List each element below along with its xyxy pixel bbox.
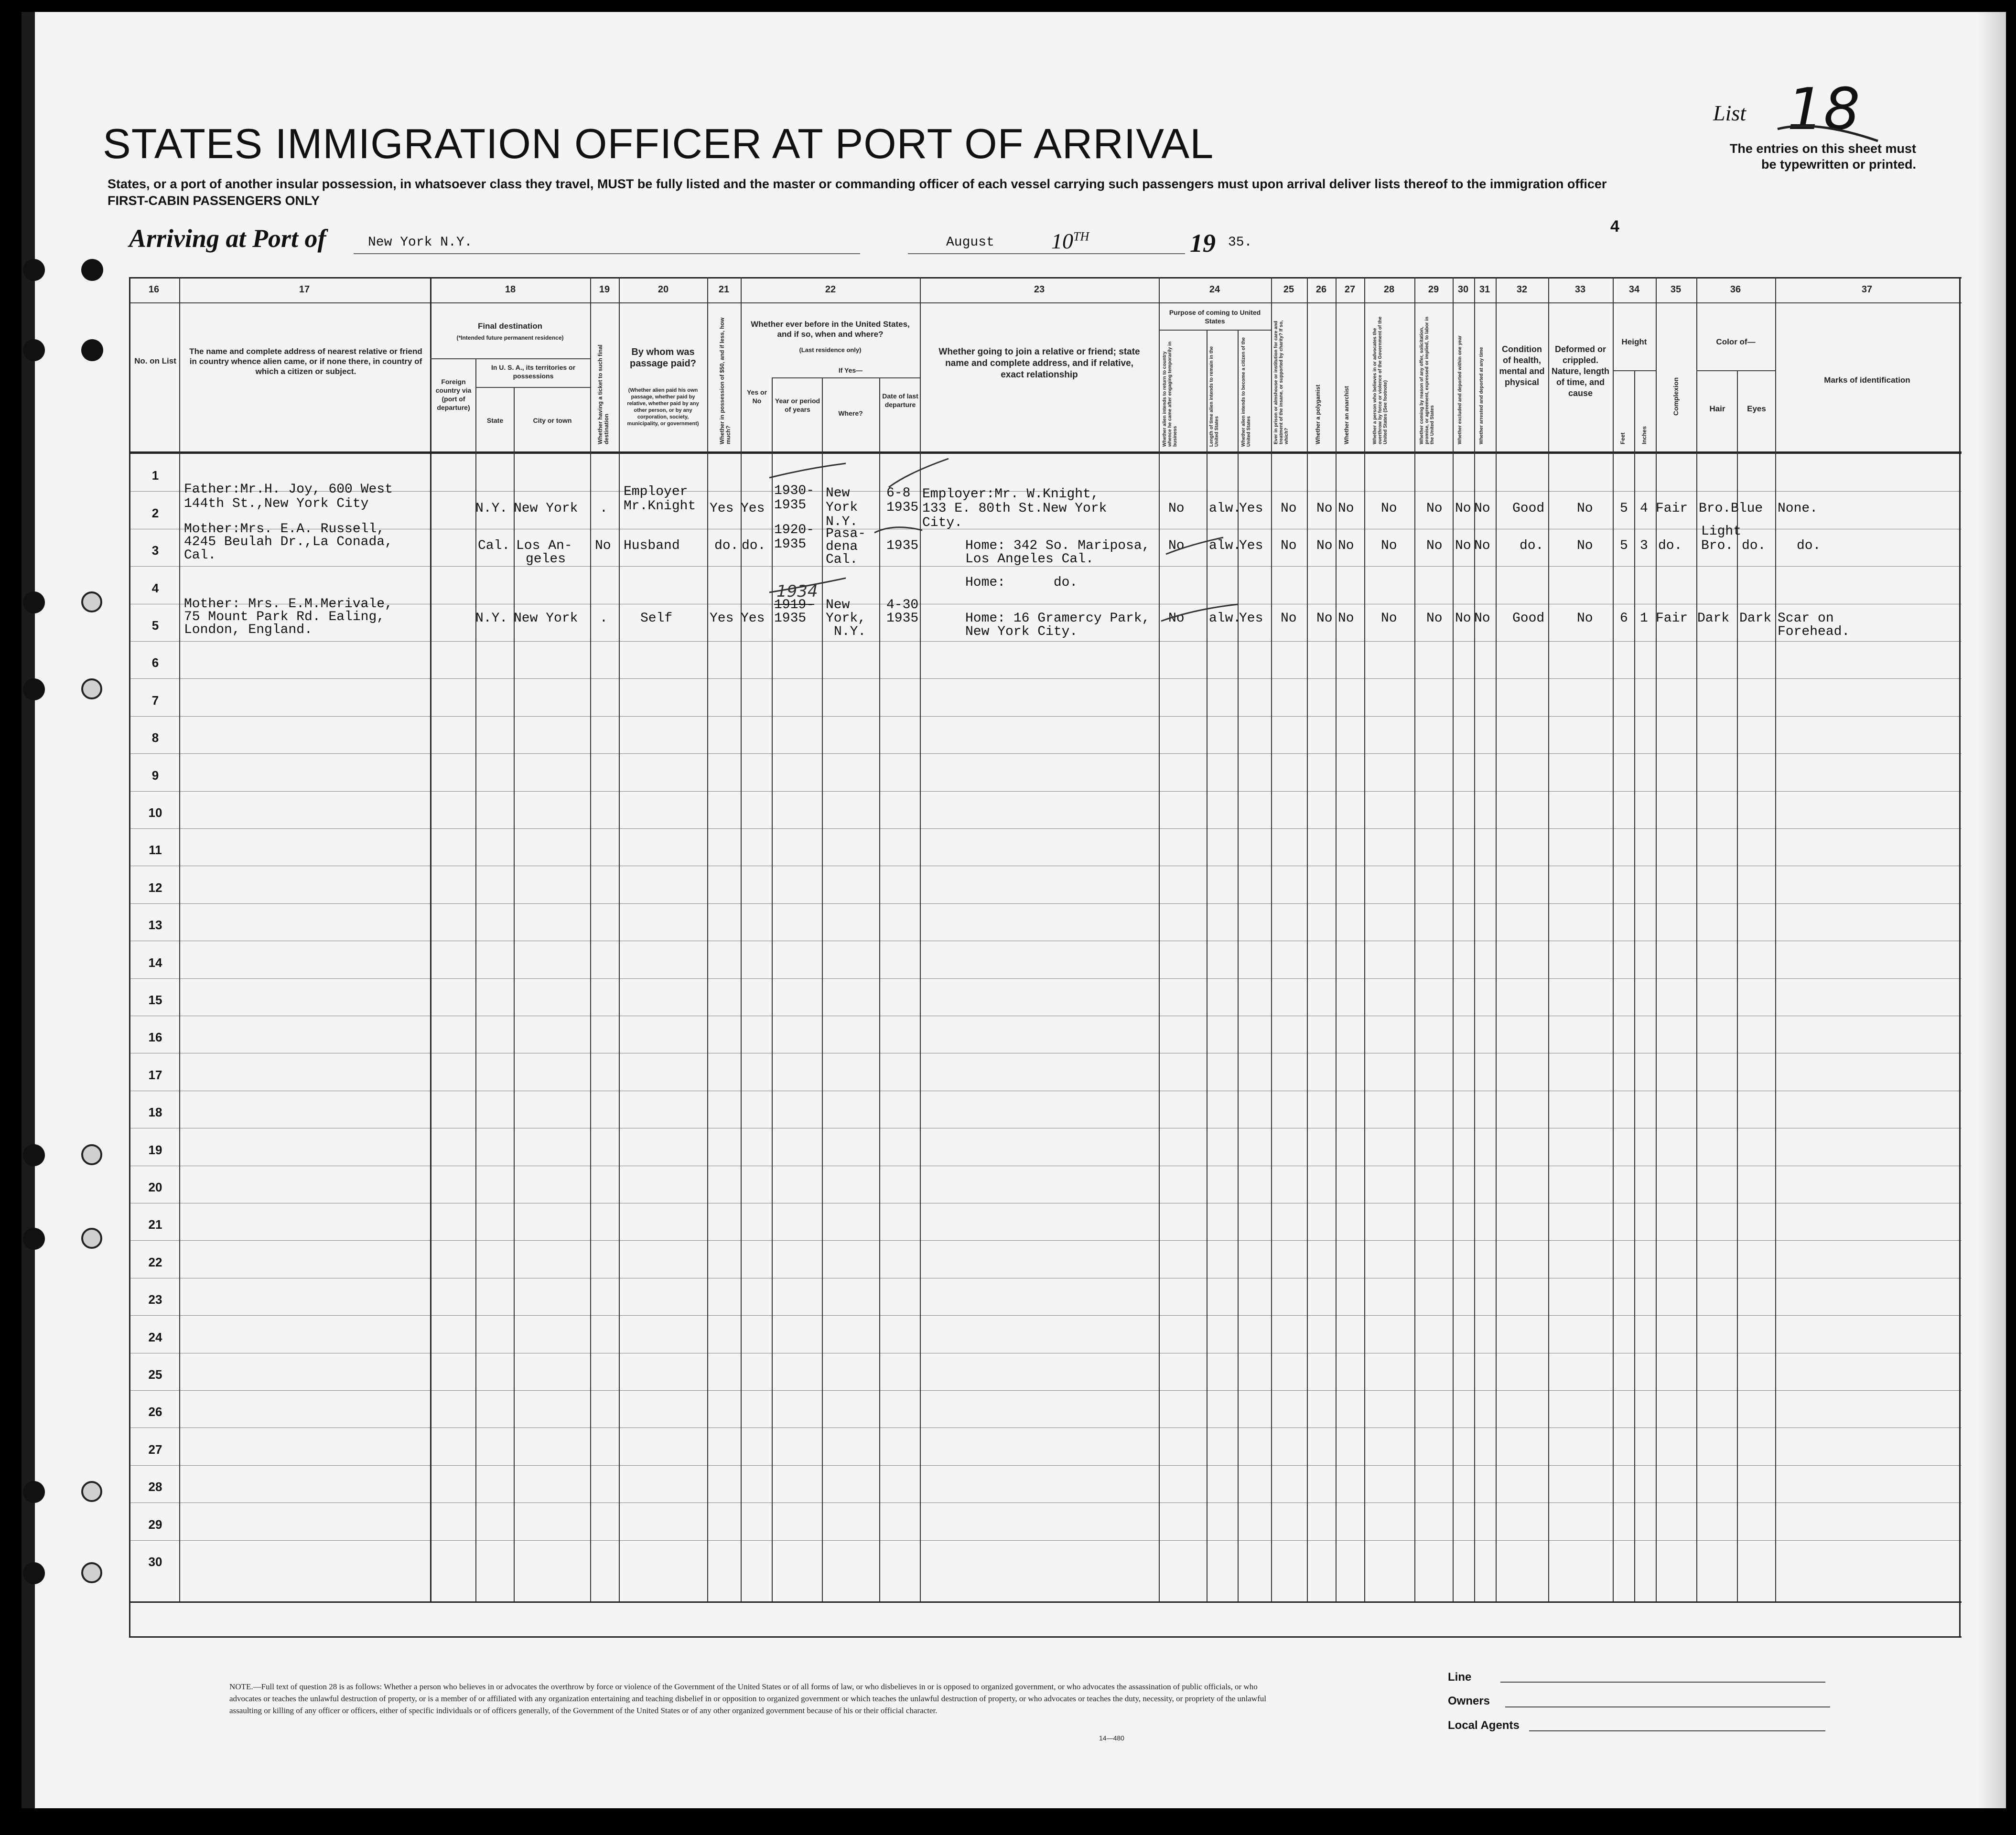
header-list-no: No. on List <box>134 356 176 365</box>
years-cell: 1935 <box>774 537 807 552</box>
row-number: 17 <box>148 1068 162 1082</box>
join-cell: Home: 342 So. Mariposa, <box>965 538 1150 553</box>
health-cell: do. <box>1520 538 1544 553</box>
header-if-yes: If Yes— <box>838 366 863 374</box>
colnum: 36 <box>1730 284 1741 295</box>
row-number: 19 <box>148 1143 162 1157</box>
header-city: City or town <box>533 417 572 424</box>
deformed-cell: No <box>1577 611 1593 626</box>
colnum: 32 <box>1516 284 1528 295</box>
length-cell: alw. <box>1209 538 1241 553</box>
city-cell: geles <box>526 552 566 567</box>
header-overthrow: Whether a person who believes in or advocates the overthrow by force or violence of the Government of the United States (See footnote) <box>1372 316 1388 444</box>
inches-cell: 4 <box>1640 501 1648 516</box>
colnum: 21 <box>718 284 730 295</box>
marks-cell: Forehead. <box>1778 624 1850 639</box>
prison-cell: No <box>1281 501 1297 516</box>
list-number: 18 <box>1787 76 1860 143</box>
hair-cell: Light <box>1701 524 1742 539</box>
header-relative: The name and complete address of nearest relative or friend in country whence alien came, or if none there, in country of which a citizen or subject. <box>189 347 422 376</box>
money-cell: Yes <box>710 501 734 516</box>
colnum: 35 <box>1670 284 1682 295</box>
excluded-cell: No <box>1455 611 1471 626</box>
row-number: 16 <box>148 1030 162 1044</box>
complexion-cell: Fair <box>1656 611 1688 626</box>
join-cell: 133 E. 80th St.New York <box>922 501 1107 516</box>
hand-stroke <box>769 463 846 478</box>
colnum: 29 <box>1428 284 1439 295</box>
marks-cell: None. <box>1778 501 1818 516</box>
header-purpose-citizen: Whether alien intends to become a citizen of the United States <box>1241 337 1251 447</box>
ticket-cell: No <box>595 538 611 553</box>
departure-cell: 1935 <box>886 611 919 626</box>
header-last-departure: Date of last departure <box>882 392 918 408</box>
header-foreign-country: Foreign country via (port of departure) <box>435 378 472 411</box>
row-number: 11 <box>149 843 162 857</box>
row-number: 3 <box>151 543 159 558</box>
where-cell: York, <box>826 611 866 626</box>
agents-label: Local Agents <box>1448 1719 1520 1732</box>
excluded-cell: No <box>1455 501 1471 516</box>
row-number: 13 <box>148 918 162 932</box>
list-note-line2: be typewritten or printed. <box>1761 157 1916 172</box>
row-number: 26 <box>148 1405 162 1419</box>
before-cell: Yes <box>741 611 765 626</box>
header-complexion: Complexion <box>1672 377 1680 416</box>
feet-cell: 6 <box>1620 611 1628 626</box>
row-number: 4 <box>151 581 159 595</box>
paid-cell: Employer <box>624 484 688 499</box>
ticket-cell: . <box>600 611 608 626</box>
header-final-destination: Final destination <box>477 322 543 331</box>
colnum: 26 <box>1315 284 1327 295</box>
city-cell: Los An- <box>516 538 572 553</box>
departure-cell: 1935 <box>886 538 919 553</box>
departure-cell: 4-30 <box>886 598 919 612</box>
health-cell: Good <box>1512 501 1545 516</box>
header-hair: Hair <box>1709 404 1725 413</box>
polygamist-cell: No <box>1316 538 1333 553</box>
relative-cell: Mother: Mrs. E.M.Merivale, <box>184 597 393 612</box>
header-years: Year or period of years <box>775 397 820 413</box>
colnum: 19 <box>599 284 610 295</box>
inches-cell: 3 <box>1640 538 1648 553</box>
header-deported: Whether arrested and deported at any time <box>1479 347 1484 444</box>
hand-stroke <box>874 527 922 533</box>
hand-stroke <box>889 459 949 487</box>
deported-cell: No <box>1474 611 1490 626</box>
deported-cell: No <box>1474 538 1490 553</box>
row-number: 23 <box>148 1292 162 1307</box>
prison-cell: No <box>1281 611 1297 626</box>
relative-cell: 144th St.,New York City <box>184 496 369 511</box>
length-cell: alw. <box>1209 611 1241 626</box>
row-number: 25 <box>148 1367 162 1382</box>
header-where: Where? <box>838 409 863 417</box>
hand-stroke <box>769 578 846 592</box>
join-cell: New York City. <box>965 624 1078 639</box>
header-health: Condition of health, mental and physical <box>1499 344 1545 387</box>
years-cell: 1919- <box>774 598 815 612</box>
eyes-cell: do. <box>1742 538 1766 553</box>
colnum: 25 <box>1283 284 1294 295</box>
relative-cell: 75 Mount Park Rd. Ealing, <box>184 610 385 624</box>
relative-cell: Cal. <box>184 548 216 563</box>
paid-cell: Self <box>640 611 673 626</box>
complexion-cell: Fair <box>1656 501 1688 516</box>
colnum: 17 <box>299 284 310 295</box>
paid-cell: Husband <box>624 538 680 553</box>
form-code: 14—480 <box>1099 1734 1124 1742</box>
hand-stroke <box>1161 604 1238 621</box>
polygamist-cell: No <box>1316 501 1333 516</box>
join-cell: Home: 16 Gramercy Park, <box>965 611 1150 626</box>
join-cell: City. <box>922 515 963 530</box>
header-in-usa: In U. S. A., its territories or possessions <box>491 364 576 380</box>
header-passage-note: (Whether alien paid his own passage, whether paid by relative, whether paid by any other person, or by any corporation, society, municipality, or government) <box>627 387 699 427</box>
feet-cell: 5 <box>1620 501 1628 516</box>
where-cell: Cal. <box>826 552 858 567</box>
row-number: 18 <box>148 1105 162 1119</box>
relative-cell: 4245 Beulah Dr.,La Conada, <box>184 535 393 549</box>
hand-stroke <box>1166 537 1223 554</box>
header-feet: Feet <box>1619 432 1626 444</box>
header-final-destination-note: (*Intended future permanent residence) <box>456 334 564 341</box>
colnum: 37 <box>1861 284 1873 295</box>
years-cell: 1935 <box>774 498 807 513</box>
handwritten-year: 1934 <box>776 582 818 601</box>
list-label: List <box>1713 101 1746 125</box>
colnum: 30 <box>1457 284 1469 295</box>
labor-cell: No <box>1426 501 1443 516</box>
arriving-label: Arriving at Port of <box>129 224 326 253</box>
owners-label: Owners <box>1448 1695 1490 1707</box>
colnum: 18 <box>505 284 516 295</box>
where-cell: N.Y. <box>826 515 858 529</box>
row-number: 12 <box>148 880 162 895</box>
colnum: 27 <box>1344 284 1356 295</box>
colnum: 31 <box>1479 284 1490 295</box>
overthrow-cell: No <box>1381 538 1397 553</box>
paid-cell: Mr.Knight <box>624 499 696 514</box>
city-cell: New York <box>514 611 578 626</box>
complexion-cell: do. <box>1658 538 1682 553</box>
money-cell: do. <box>714 538 739 553</box>
day-suffix: TH <box>1073 229 1089 244</box>
health-cell: Good <box>1512 611 1545 626</box>
line-label: Line <box>1448 1671 1472 1684</box>
colnum: 22 <box>825 284 836 295</box>
hair-cell: Bro. <box>1699 501 1731 516</box>
hand-stroke <box>1778 126 1878 141</box>
row-number: 1 <box>151 468 159 483</box>
header-eyes: Eyes <box>1747 404 1766 413</box>
list-note-line1: The entries on this sheet must <box>1729 141 1916 156</box>
hair-cell: Bro. <box>1701 538 1734 553</box>
citizen-cell: Yes <box>1239 501 1263 516</box>
arrival-year-prefix: 19 <box>1190 229 1216 258</box>
header-anarchist: Whether an anarchist <box>1343 386 1350 444</box>
labor-cell: No <box>1426 611 1443 626</box>
citizen-cell: Yes <box>1239 538 1263 553</box>
header-passage: By whom was passage paid? <box>630 347 696 369</box>
inches-cell: 1 <box>1640 611 1648 626</box>
where-cell: dena <box>826 539 858 554</box>
polygamist-cell: No <box>1316 611 1333 626</box>
marks-cell: Scar on <box>1778 611 1834 626</box>
header-before-us: Whether ever before in the United States, and if so, when and where? <box>751 320 910 339</box>
header-ticket: Whether having a ticket to such final destination <box>597 344 610 444</box>
state-cell: N.Y. <box>475 501 508 516</box>
where-cell: N.Y. <box>834 624 866 639</box>
anarchist-cell: No <box>1338 611 1354 626</box>
arrival-year-suffix: 35. <box>1228 235 1252 250</box>
row-number: 22 <box>148 1255 162 1269</box>
deformed-cell: No <box>1577 538 1593 553</box>
relative-cell: Father:Mr.H. Joy, 600 West <box>184 482 393 497</box>
header-prison: Ever in prison or almshouse or institution for care and treatment of the insane, or supported by charity? If so, which? <box>1273 320 1289 444</box>
years-cell: 1920- <box>774 523 815 537</box>
arrival-month: August <box>946 235 994 250</box>
header-deformed: Deformed or crippled. Nature, length of time, and cause <box>1551 344 1609 398</box>
row-number: 30 <box>148 1555 162 1569</box>
return-cell: No <box>1168 538 1185 553</box>
row-number: 15 <box>148 993 162 1007</box>
header-excluded: Whether excluded and deported within one year <box>1457 335 1463 444</box>
where-cell: Pasa- <box>826 526 866 541</box>
row-number: 8 <box>151 730 159 745</box>
relative-cell: London, England. <box>184 622 313 637</box>
row-number: 7 <box>151 693 159 708</box>
row-number: 9 <box>151 768 159 783</box>
row-number: 10 <box>148 805 162 820</box>
row-number: 20 <box>148 1180 162 1194</box>
departure-cell: 1935 <box>886 500 919 515</box>
row-number: 24 <box>148 1330 162 1344</box>
row-number: 21 <box>148 1217 162 1232</box>
join-cell: Employer:Mr. W.Knight, <box>922 487 1099 502</box>
marks-cell: do. <box>1797 538 1821 553</box>
row-number: 14 <box>148 955 162 970</box>
citizen-cell: Yes <box>1239 611 1263 626</box>
header-marks: Marks of identification <box>1824 376 1910 385</box>
ticket-cell: . <box>600 501 608 516</box>
agents-underline <box>1529 1730 1825 1731</box>
colnum: 20 <box>658 284 669 295</box>
return-cell: No <box>1168 611 1185 626</box>
header-labor: Whether coming by reason of any offer, solicitation, promise, or agreement, expressed or implied, to labor in the United States <box>1419 316 1435 444</box>
header-money: Whether in possession of $50, and if less, how much? <box>719 317 732 444</box>
deformed-cell: No <box>1577 501 1593 516</box>
day-number: 10 <box>1051 229 1073 253</box>
colnum: 24 <box>1209 284 1220 295</box>
colnum: 33 <box>1574 284 1586 295</box>
header-inches: Inches <box>1641 426 1648 444</box>
header-purpose: Purpose of coming to United States <box>1169 309 1261 325</box>
header-height: Height <box>1621 337 1647 346</box>
return-cell: No <box>1168 501 1185 516</box>
where-cell: New <box>826 486 850 501</box>
page-title: STATES IMMIGRATION OFFICER AT PORT OF ARRIVAL <box>103 120 1214 167</box>
corner-mark: 4 <box>1610 217 1619 236</box>
money-cell: Yes <box>710 611 734 626</box>
header-polygamist: Whether a polygamist <box>1315 385 1321 444</box>
header-color: Color of— <box>1716 337 1756 346</box>
join-cell: Home: do. <box>965 575 1078 590</box>
colnum: 16 <box>148 284 160 295</box>
state-cell: Cal. <box>478 538 510 553</box>
anarchist-cell: No <box>1338 538 1354 553</box>
excluded-cell: No <box>1455 538 1471 553</box>
row-number: 2 <box>151 506 159 520</box>
header-state: State <box>486 417 504 424</box>
length-cell: alw. <box>1209 501 1241 516</box>
line-underline <box>1500 1682 1825 1683</box>
row-number: 5 <box>151 618 159 633</box>
row-number: 29 <box>148 1517 162 1532</box>
years-cell: 1930- <box>774 483 815 498</box>
feet-cell: 5 <box>1620 538 1628 553</box>
header-yes-no: Yes or No <box>746 388 767 405</box>
anarchist-cell: No <box>1338 501 1354 516</box>
row-number: 27 <box>148 1442 162 1457</box>
owners-underline <box>1505 1706 1830 1707</box>
before-cell: Yes <box>741 501 765 516</box>
state-cell: N.Y. <box>475 611 508 626</box>
eyes-cell: Dark <box>1739 611 1772 626</box>
header-purpose-return: Whether alien intends to return to country whence he came after engaging temporarily in business <box>1162 341 1178 447</box>
arrival-port: New York N.Y. <box>368 235 473 250</box>
join-cell: Los Angeles Cal. <box>965 552 1094 567</box>
deported-cell: No <box>1474 501 1490 516</box>
overthrow-cell: No <box>1381 501 1397 516</box>
instruction-text: States, or a port of another insular possession, in whatsoever class they travel, MUST be fully listed and the master or commanding officer of each vessel carrying such passengers must upon arrival deliver lists thereof to the immigration officer <box>108 177 1607 191</box>
class-label: FIRST-CABIN PASSENGERS ONLY <box>108 193 320 208</box>
relative-cell: Mother:Mrs. E.A. Russell, <box>184 522 385 537</box>
row-number: 28 <box>148 1480 162 1494</box>
eyes-cell: Blue <box>1731 501 1763 516</box>
colnum: 28 <box>1383 284 1395 295</box>
before-cell: do. <box>742 538 766 553</box>
prison-cell: No <box>1281 538 1297 553</box>
colnum: 23 <box>1034 284 1045 295</box>
where-cell: York <box>826 500 858 515</box>
row-number: 6 <box>151 655 159 670</box>
hair-cell: Dark <box>1697 611 1730 626</box>
where-cell: New <box>826 598 850 612</box>
colnum: 34 <box>1628 284 1640 295</box>
header-join-relative: Whether going to join a relative or friend; state name and complete address, and if relative, exact relationship <box>938 347 1140 380</box>
years-cell: 1935 <box>774 611 807 626</box>
departure-cell: 6-8 <box>886 486 911 501</box>
city-cell: New York <box>514 501 578 516</box>
overthrow-cell: No <box>1381 611 1397 626</box>
footnote: NOTE.—Full text of question 28 is as follows: Whether a person who believes in or advocates the overthrow by force or violence of the Government of the United States or of all forms of law, or who disbelieves in or is opposed to organized government, or who advocates the assassination of public officials, or who advocates or teaches the unlawful destruction of property, or is a member of or affiliated with any organization entertaining and teaching disbelief in or opposition to organized government or which teaches the unlawful destruction of property, or who advocates or teaches the duty, necessity, or propriety of the unlawful assaulting or killing of any officer or officers, either of specific individuals or of officers generally, of the Government of the United States or of any other organized government because of his or their official character. <box>229 1682 1266 1715</box>
header-before-us-note: (Last residence only) <box>799 346 862 354</box>
labor-cell: No <box>1426 538 1443 553</box>
header-purpose-length: Length of time alien intends to remain in the United States <box>1209 346 1219 447</box>
